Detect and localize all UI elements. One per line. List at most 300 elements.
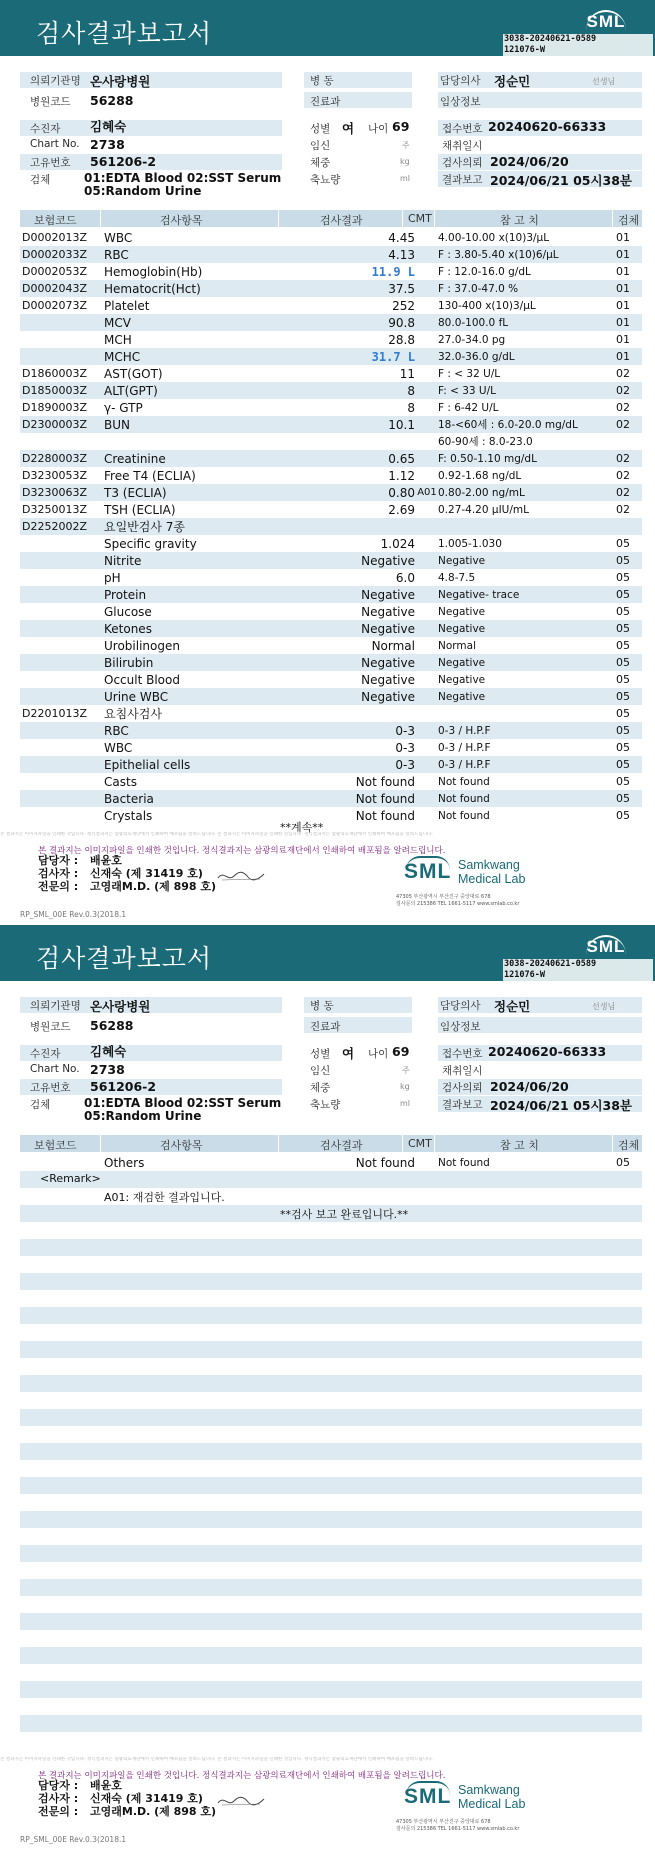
cell-name: Protein — [104, 588, 147, 602]
cell-result: Negative — [361, 605, 415, 619]
pregnant-label: 임신 — [310, 1065, 331, 1077]
cell-name: Glucose — [104, 605, 152, 619]
cell-ref: F : < 32 U/L — [438, 368, 501, 380]
cell-ref: Negative — [438, 691, 486, 703]
cell-name: 요침사검사 — [104, 707, 162, 721]
hospital-code-label: 병원코드 — [30, 1021, 71, 1033]
request-label: 검사의뢰 — [442, 157, 483, 169]
document-id: 3038-20240621-0589 121076-W — [503, 34, 653, 56]
table-row — [20, 1511, 642, 1528]
col-result-header: 검사결과 — [320, 214, 363, 227]
table-row — [20, 416, 642, 433]
table-row — [20, 1290, 642, 1307]
table-row — [20, 586, 642, 603]
chart-label: Chart No. — [30, 138, 80, 150]
cell-spec: 02 — [616, 418, 630, 431]
cell-code: D0002033Z — [22, 248, 87, 261]
cell-ref: F: < 33 U/L — [438, 385, 497, 397]
receipt-label: 접수번호 — [442, 1048, 483, 1060]
cell-name: T3 (ECLIA) — [104, 486, 167, 500]
weight-unit: kg — [400, 157, 410, 166]
report-title: 검사결과보고서 — [36, 944, 213, 973]
table-row — [20, 263, 642, 280]
table-row — [20, 535, 642, 552]
table-row — [20, 280, 642, 297]
table-row — [20, 1256, 642, 1273]
cell-result: 1.024 — [380, 537, 415, 551]
table-row — [20, 331, 642, 348]
cell-result: 6.0 — [395, 571, 415, 585]
cell-ref: Not found — [438, 810, 490, 822]
cell-spec: 05 — [616, 792, 630, 805]
name-label: 수진자 — [30, 123, 61, 135]
urine-unit: ml — [400, 1099, 411, 1108]
cell-spec: 05 — [616, 571, 630, 584]
cell-ref: Negative — [438, 555, 486, 567]
cell-spec: 05 — [616, 588, 630, 601]
table-row — [20, 1239, 642, 1256]
urine-label: 축뇨량 — [310, 1099, 341, 1111]
cell-name: WBC — [104, 741, 133, 755]
lab-address: 47305 부산광역시 부산진구 중앙대로 678 검사문의 215386 TEL 1661-5117 www.smlab.co.kr — [396, 1819, 520, 1832]
footer-note: 본 결과지는 이미지파일을 인쇄한 것입니다. 정식결과지는 삼광의료재단에서 인쇄하여 배포됨을 알려드립니다. — [38, 1771, 446, 1781]
cell-name: RBC — [104, 248, 129, 262]
dept-label: 진료과 — [310, 1021, 341, 1033]
sex-value: 여 — [342, 121, 355, 136]
cell-ref: Negative — [438, 657, 486, 669]
table-row — [20, 246, 642, 263]
cell-result: 8 — [407, 384, 415, 398]
table-row — [20, 1392, 642, 1409]
revision-code: RP_SML_00E Rev.0.3(2018.1 — [20, 910, 127, 919]
table-row — [20, 433, 642, 450]
result-table-body — [20, 1154, 642, 1749]
col-cmt-header: CMT — [408, 1137, 432, 1150]
chart-label: Chart No. — [30, 1063, 80, 1075]
table-row — [20, 1477, 642, 1494]
cell-code: D1850003Z — [22, 384, 87, 397]
cell-name: Crystals — [104, 809, 153, 823]
cell-result: 31.7 L — [371, 350, 415, 364]
cell-name: 요일반검사 7종 — [104, 520, 186, 534]
col-code-header: 보험코드 — [34, 214, 77, 227]
cell-spec: 05 — [616, 656, 630, 669]
cell-ref: 0.80-2.00 ng/mL — [438, 487, 525, 499]
col-code-header: 보험코드 — [34, 1139, 77, 1152]
cell-name: γ- GTP — [104, 401, 143, 415]
cell-name: Creatinine — [104, 452, 166, 466]
cell-result: Negative — [361, 554, 415, 568]
cell-ref: F: 0.50-1.10 mg/dL — [438, 453, 537, 465]
ward-label: 병 동 — [310, 75, 334, 87]
cell-spec: 02 — [616, 486, 630, 499]
cell-code: D0002043Z — [22, 282, 87, 295]
table-row — [20, 1358, 642, 1375]
table-row — [20, 1647, 642, 1664]
table-row — [20, 1341, 642, 1358]
table-row — [20, 1732, 642, 1749]
table-row — [20, 807, 642, 824]
report-end-note: **검사 보고 완료입니다.** — [280, 1208, 409, 1221]
cell-name: ALT(GPT) — [104, 384, 158, 398]
pregnant-unit: 주 — [402, 1066, 410, 1075]
cell-result: Not found — [355, 1156, 415, 1170]
table-row — [20, 739, 642, 756]
cell-name: BUN — [104, 418, 130, 432]
cell-code: D2252002Z — [22, 520, 87, 533]
doctor-value: 정순민 — [494, 74, 531, 89]
report-title: 검사결과보고서 — [36, 19, 213, 48]
table-row — [20, 603, 642, 620]
cell-code: D1860003Z — [22, 367, 87, 380]
table-row — [20, 467, 642, 484]
dept-label: 진료과 — [310, 96, 341, 108]
table-row — [20, 688, 642, 705]
cell-spec: 05 — [616, 673, 630, 686]
cell-name: Casts — [104, 775, 137, 789]
doctor-label: 담당의사 — [440, 1000, 481, 1012]
cell-spec: 02 — [616, 469, 630, 482]
cell-spec: 05 — [616, 758, 630, 771]
col-ref-header: 참 고 치 — [500, 1139, 539, 1152]
cell-ref: Negative — [438, 606, 486, 618]
cell-code: D0002073Z — [22, 299, 87, 312]
cell-ref: F : 6-42 U/L — [438, 402, 499, 414]
samkwang-logo-icon: SML Samkwang Medical Lab — [404, 858, 526, 886]
cell-code: D0002013Z — [22, 231, 87, 244]
cell-code: D2280003Z — [22, 452, 87, 465]
hospital-label: 의뢰기관명 — [30, 75, 81, 87]
cell-code: D3230063Z — [22, 486, 87, 499]
cell-result: Normal — [371, 639, 415, 653]
age-value: 69 — [392, 119, 410, 134]
cell-spec: 05 — [616, 809, 630, 822]
urine-unit: ml — [400, 174, 411, 183]
signatures — [38, 854, 216, 893]
cell-result: 90.8 — [388, 316, 415, 330]
table-row — [20, 637, 642, 654]
specimen-label: 검체 — [30, 174, 51, 186]
cell-spec: 01 — [616, 299, 630, 312]
cell-spec: 02 — [616, 384, 630, 397]
cell-spec: 01 — [616, 350, 630, 363]
fine-print: 본 결과지는 이미지파일을 인쇄한 것입니다. 정식결과지는 삼광의료재단에서 인쇄하여 배포됨을 알려드립니다. 본 결과지는 이미지파일을 인쇄한 것입니다. 정식결과지는 삼광의료재단에서 인쇄하여 배포됨을 알려드립니다. — [0, 1757, 433, 1762]
specimen-value-2: 05:Random Urine — [84, 184, 202, 198]
cell-result: 8 — [407, 401, 415, 415]
cell-name: Hemoglobin(Hb) — [104, 265, 203, 279]
cell-spec: 01 — [616, 248, 630, 261]
cell-ref: 4.00-10.00 x(10)3/μL — [438, 232, 550, 244]
cell-result: Negative — [361, 656, 415, 670]
table-row — [20, 518, 642, 535]
table-row — [20, 1613, 642, 1630]
table-row — [20, 484, 642, 501]
cell-spec: 05 — [616, 1156, 630, 1169]
cell-name: pH — [104, 571, 121, 585]
table-row — [20, 569, 642, 586]
cell-name: Bacteria — [104, 792, 154, 806]
specimen-value-1: 01:EDTA Blood 02:SST Serum — [84, 1096, 282, 1110]
cell-ref: 80.0-100.0 fL — [438, 317, 509, 329]
col-result-header: 검사결과 — [320, 1139, 363, 1152]
signature-scribble-icon — [216, 1793, 266, 1809]
table-row — [20, 705, 642, 722]
collect-label: 채취일시 — [442, 140, 483, 152]
table-row — [20, 1630, 642, 1647]
chart-value: 2738 — [90, 1062, 125, 1077]
hospital-code-label: 병원코드 — [30, 96, 71, 108]
manager-value: 배윤호 — [90, 854, 122, 867]
id-value: 561206-2 — [90, 154, 157, 169]
weight-label: 체중 — [310, 1082, 331, 1094]
cell-code: D0002053Z — [22, 265, 87, 278]
doctor-suffix: 선생님 — [592, 1002, 616, 1011]
name-value: 김혜숙 — [90, 119, 127, 134]
cell-result: 11 — [399, 367, 415, 381]
cell-ref: 0.27-4.20 μIU/mL — [438, 504, 529, 516]
cell-name: Free T4 (ECLIA) — [104, 469, 196, 483]
doctor-label: 담당의사 — [440, 75, 481, 87]
cell-ref: 130-400 x(10)3/μL — [438, 300, 536, 312]
table-row — [20, 1596, 642, 1613]
cell-name: Platelet — [104, 299, 150, 313]
cell-ref: F : 3.80-5.40 x(10)6/μL — [438, 249, 559, 261]
report-date-label: 결과보고 — [442, 174, 483, 186]
table-row — [20, 501, 642, 518]
specialist-value: 고영래M.D. (제 898 호) — [90, 880, 217, 893]
cell-spec: 02 — [616, 367, 630, 380]
footer-note: 본 결과지는 이미지파일을 인쇄한 것입니다. 정식결과지는 삼광의료재단에서 인쇄하여 배포됨을 알려드립니다. — [38, 846, 446, 856]
cell-result: Negative — [361, 690, 415, 704]
cell-result: 37.5 — [388, 282, 415, 296]
weight-unit: kg — [400, 1082, 410, 1091]
age-label: 나이 — [368, 123, 389, 135]
table-row — [20, 722, 642, 739]
age-label: 나이 — [368, 1048, 389, 1060]
cell-code: D1890003Z — [22, 401, 87, 414]
cell-ref: 18-<60세 : 6.0-20.0 mg/dL — [438, 419, 578, 431]
cell-spec: 01 — [616, 231, 630, 244]
sex-label: 성별 — [310, 123, 331, 135]
receipt-value: 20240620-66333 — [488, 1044, 607, 1059]
table-row — [20, 314, 642, 331]
report-footer — [0, 832, 655, 925]
cell-ref: 1.005-1.030 — [438, 538, 502, 550]
hospital-label: 의뢰기관명 — [30, 1000, 81, 1012]
receipt-label: 접수번호 — [442, 123, 483, 135]
cell-ref: F : 12.0-16.0 g/dL — [438, 266, 531, 278]
cell-ref: 60-90세 : 8.0-23.0 — [438, 436, 533, 448]
cell-result: 2.69 — [388, 503, 415, 517]
cell-code: D2300003Z — [22, 418, 87, 431]
hospital-code-value: 56288 — [90, 93, 134, 108]
cell-result: 4.13 — [388, 248, 415, 262]
table-row — [20, 1324, 642, 1341]
cell-code: D3230053Z — [22, 469, 87, 482]
cell-ref: 4.8-7.5 — [438, 572, 476, 584]
cell-ref: 0-3 / H.P.F — [438, 725, 491, 737]
cell-ref: Not found — [438, 1157, 490, 1169]
table-row — [20, 229, 642, 246]
cell-spec: 05 — [616, 690, 630, 703]
report-footer — [0, 1757, 655, 1850]
receipt-value: 20240620-66333 — [488, 119, 607, 134]
request-label: 검사의뢰 — [442, 1082, 483, 1094]
cell-name: TSH (ECLIA) — [104, 503, 176, 517]
weight-label: 체중 — [310, 157, 331, 169]
cell-spec: 05 — [616, 775, 630, 788]
cell-spec: 01 — [616, 316, 630, 329]
cell-result: Not found — [355, 809, 415, 823]
cell-result: Negative — [361, 622, 415, 636]
cell-result: 0.80 — [388, 486, 415, 500]
fine-print: 본 결과지는 이미지파일을 인쇄한 것입니다. 정식결과지는 삼광의료재단에서 인쇄하여 배포됨을 알려드립니다. 본 결과지는 이미지파일을 인쇄한 것입니다. 정식결과지는 삼광의료재단에서 인쇄하여 배포됨을 알려드립니다. — [0, 832, 433, 837]
cell-name: MCH — [104, 333, 132, 347]
pregnant-unit: 주 — [402, 141, 410, 150]
table-row — [20, 1154, 642, 1171]
report-date-value: 2024/06/21 05시38분 — [490, 173, 633, 188]
col-spec-header: 검체 — [618, 214, 640, 227]
cell-result: Negative — [361, 673, 415, 687]
table-row — [20, 399, 642, 416]
table-row — [20, 1375, 642, 1392]
hospital-code-value: 56288 — [90, 1018, 134, 1033]
cell-code: D3250013Z — [22, 503, 87, 516]
specialist-label: 전문의 : — [38, 1805, 79, 1818]
cell-result: 10.1 — [388, 418, 415, 432]
id-label: 고유번호 — [30, 157, 71, 169]
col-spec-header: 검체 — [618, 1139, 640, 1152]
table-row — [20, 1273, 642, 1290]
cell-result: 1.12 — [388, 469, 415, 483]
cell-name: Epithelial cells — [104, 758, 191, 772]
clinical-label: 임상정보 — [440, 96, 481, 108]
table-row — [20, 654, 642, 671]
lab-address: 47305 부산광역시 부산진구 중앙대로 678 검사문의 215386 TEL 1661-5117 www.smlab.co.kr — [396, 894, 520, 907]
cell-spec: 05 — [616, 605, 630, 618]
result-table-header — [20, 210, 642, 227]
chart-value: 2738 — [90, 137, 125, 152]
clinical-label: 임상정보 — [440, 1021, 481, 1033]
ward-label: 병 동 — [310, 1000, 334, 1012]
sml-logo-icon: SML — [584, 935, 628, 959]
manager-label: 담당자 : — [38, 1779, 79, 1792]
cell-name: MCHC — [104, 350, 141, 364]
cell-spec: 02 — [616, 503, 630, 516]
col-cmt-header: CMT — [408, 212, 432, 225]
cell-name: WBC — [104, 231, 133, 245]
cell-result: Negative — [361, 588, 415, 602]
table-row — [20, 1545, 642, 1562]
result-table-body — [20, 229, 642, 824]
cell-result: Not found — [355, 792, 415, 806]
table-row — [20, 1664, 642, 1681]
specialist-value: 고영래M.D. (제 898 호) — [90, 1805, 217, 1818]
hospital-value: 온사랑병원 — [90, 999, 151, 1014]
cell-name: Hematocrit(Hct) — [104, 282, 201, 296]
cell-ref: 0-3 / H.P.F — [438, 742, 491, 754]
signatures — [38, 1779, 216, 1818]
table-row — [20, 1222, 642, 1239]
doctor-value: 정순민 — [494, 999, 531, 1014]
cell-name: Others — [104, 1156, 145, 1170]
collect-label: 채취일시 — [442, 1065, 483, 1077]
cell-name: Bilirubin — [104, 656, 154, 670]
doctor-suffix: 선생님 — [592, 77, 616, 86]
cell-spec: 01 — [616, 333, 630, 346]
cell-spec: 05 — [616, 622, 630, 635]
specimen-value-1: 01:EDTA Blood 02:SST Serum — [84, 171, 282, 185]
table-row — [20, 450, 642, 467]
signature-scribble-icon — [216, 868, 266, 884]
cell-result: 0-3 — [395, 741, 415, 755]
table-row — [20, 620, 642, 637]
cell-name: Occult Blood — [104, 673, 180, 687]
cell-ref: 27.0-34.0 pg — [438, 334, 506, 346]
table-row — [20, 1409, 642, 1426]
table-row — [20, 1715, 642, 1732]
specimen-label: 검체 — [30, 1099, 51, 1111]
cell-cmt: A01 — [417, 487, 437, 498]
document-id: 3038-20240621-0589 121076-W — [503, 959, 653, 981]
table-row — [20, 790, 642, 807]
cell-result: 4.45 — [388, 231, 415, 245]
id-value: 561206-2 — [90, 1079, 157, 1094]
cell-name: AST(GOT) — [104, 367, 163, 381]
remark-label: <Remark> — [40, 1172, 101, 1185]
table-row — [20, 365, 642, 382]
table-row — [20, 1494, 642, 1511]
examiner-label: 검사자 : — [38, 867, 79, 880]
manager-label: 담당자 : — [38, 854, 79, 867]
table-row — [20, 1171, 642, 1188]
table-row — [20, 1528, 642, 1545]
cell-spec: 02 — [616, 401, 630, 414]
revision-code: RP_SML_00E Rev.0.3(2018.1 — [20, 1835, 127, 1844]
cell-ref: Negative — [438, 674, 486, 686]
cell-ref: 0-3 / H.P.F — [438, 759, 491, 771]
report-date-label: 결과보고 — [442, 1099, 483, 1111]
cell-ref: F : 37.0-47.0 % — [438, 283, 519, 295]
specialist-label: 전문의 : — [38, 880, 79, 893]
cell-result: 252 — [392, 299, 415, 313]
table-row — [20, 1579, 642, 1596]
table-row — [20, 1681, 642, 1698]
table-row — [20, 773, 642, 790]
cell-name: Ketones — [104, 622, 152, 636]
cell-code: D2201013Z — [22, 707, 87, 720]
urine-label: 축뇨량 — [310, 174, 341, 186]
cell-spec: 01 — [616, 282, 630, 295]
table-row — [20, 382, 642, 399]
cell-spec: 05 — [616, 741, 630, 754]
examiner-value: 신재숙 (제 31419 호) — [90, 867, 203, 880]
result-table-header — [20, 1135, 642, 1152]
cell-ref: Negative — [438, 623, 486, 635]
name-label: 수진자 — [30, 1048, 61, 1060]
table-row — [20, 1698, 642, 1715]
id-label: 고유번호 — [30, 1082, 71, 1094]
cell-name: Urobilinogen — [104, 639, 180, 653]
cell-spec: 02 — [616, 452, 630, 465]
cell-spec: 01 — [616, 265, 630, 278]
name-value: 김혜숙 — [90, 1044, 127, 1059]
examiner-value: 신재숙 (제 31419 호) — [90, 1792, 203, 1805]
cell-spec: 05 — [616, 554, 630, 567]
cell-name: RBC — [104, 724, 129, 738]
report-date-value: 2024/06/21 05시38분 — [490, 1098, 633, 1113]
cell-spec: 05 — [616, 537, 630, 550]
